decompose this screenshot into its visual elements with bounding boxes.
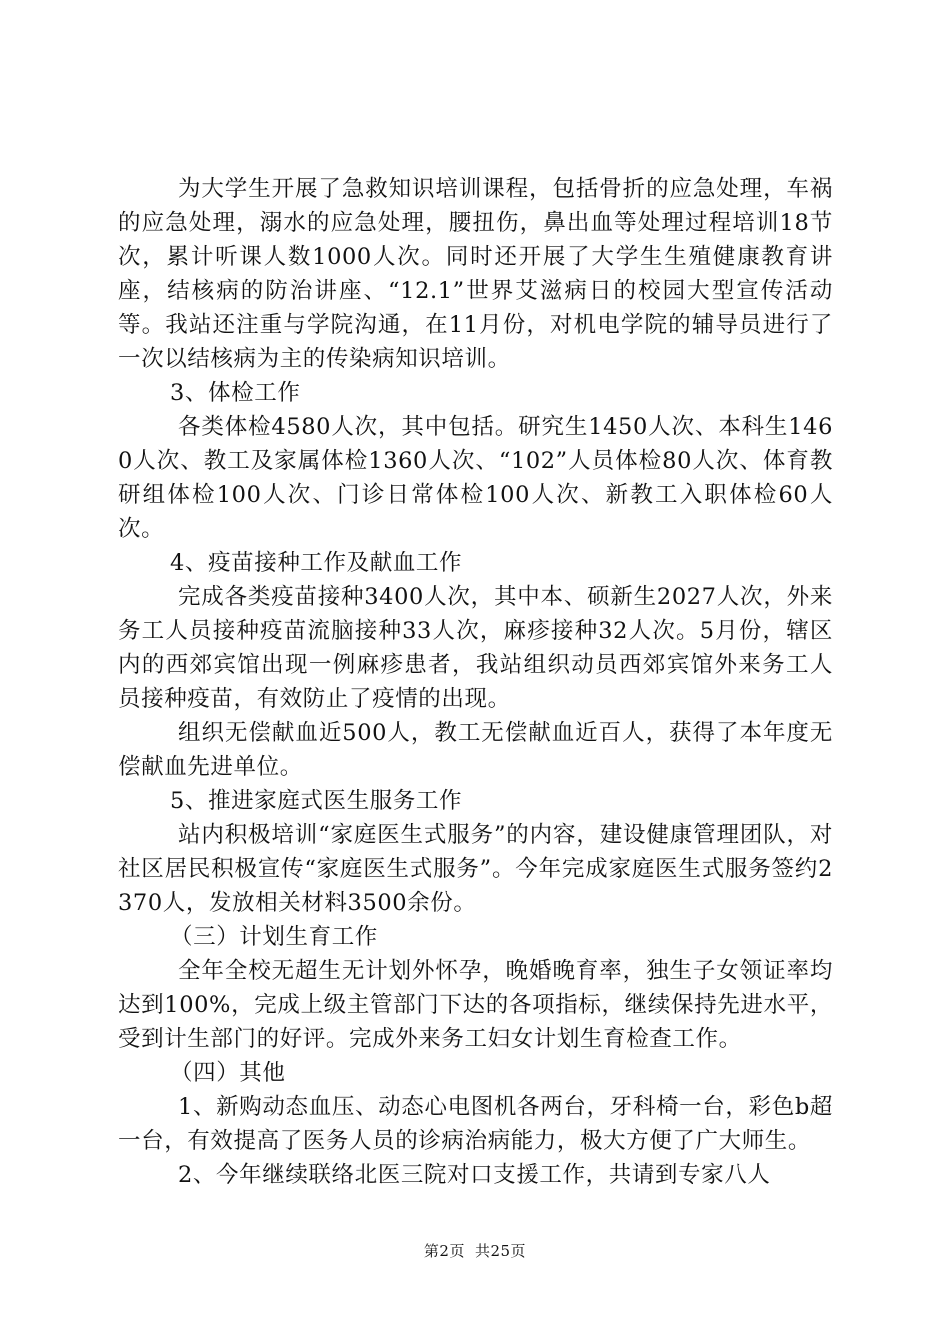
paragraph-family-doctor: 站内积极培训“家庭医生式服务”的内容，建设健康管理团队，对社区居民积极宣传“家庭医生式服务”。今年完成家庭医生式服务签约2370人，发放相关材料3500余份。	[118, 822, 833, 916]
heading-other: （四）其他	[170, 1060, 286, 1086]
heading-family-planning: （三）计划生育工作	[170, 924, 378, 950]
paragraph-support: 2、今年继续联络北医三院对口支援工作，共请到专家八人	[178, 1162, 771, 1188]
paragraph-vaccination: 完成各类疫苗接种3400人次，其中本、硕新生2027人次，外来务工人员接种疫苗流脑接种33人次，麻疹接种32人次。5月份，辖区内的西郊宾馆出现一例麻疹患者，我站组织动员西郊宾馆外来务工人员接种疫苗，有效防止了疫情的出现。	[118, 584, 833, 712]
heading-vaccination-blood: 4、疫苗接种工作及献血工作	[170, 550, 463, 576]
page-total: 共25页	[474, 1242, 527, 1260]
heading-physical-exam: 3、体检工作	[170, 380, 301, 406]
paragraph-physical-exam: 各类体检4580人次，其中包括。研究生1450人次、本科生1460人次、教工及家属体检1360人次、“102”人员体检80人次、体育教研组体检100人次、门诊日常体检100人次、新教工入职体检60人次。	[118, 414, 833, 542]
paragraph-training-courses: 为大学生开展了急救知识培训课程，包括骨折的应急处理，车祸的应急处理，溺水的应急处理，腰扭伤，鼻出血等处理过程培训18节次，累计听课人数1000人次。同时还开展了大学生生殖健康教育讲座，结核病的防治讲座、“12.1”世界艾滋病日的校园大型宣传活动等。我站还注重与学院沟通，在11月份，对机电学院的辅导员进行了一次以结核病为主的传染病知识培训。	[118, 176, 833, 372]
paragraph-blood-donation: 组织无偿献血近500人，教工无偿献血近百人，获得了本年度无偿献血先进单位。	[118, 720, 833, 780]
document-body	[118, 172, 833, 1192]
page-footer	[0, 1241, 950, 1261]
paragraph-equipment: 1、新购动态血压、动态心电图机各两台，牙科椅一台，彩色b超一台，有效提高了医务人员的诊病治病能力，极大方便了广大师生。	[118, 1094, 833, 1154]
page-number: 第2页	[423, 1242, 465, 1260]
heading-family-doctor: 5、推进家庭式医生服务工作	[170, 788, 463, 814]
paragraph-family-planning: 全年全校无超生无计划外怀孕，晚婚晚育率，独生子女领证率均达到100%，完成上级主管部门下达的各项指标，继续保持先进水平，受到计生部门的好评。完成外来务工妇女计划生育检查工作。	[118, 958, 833, 1052]
